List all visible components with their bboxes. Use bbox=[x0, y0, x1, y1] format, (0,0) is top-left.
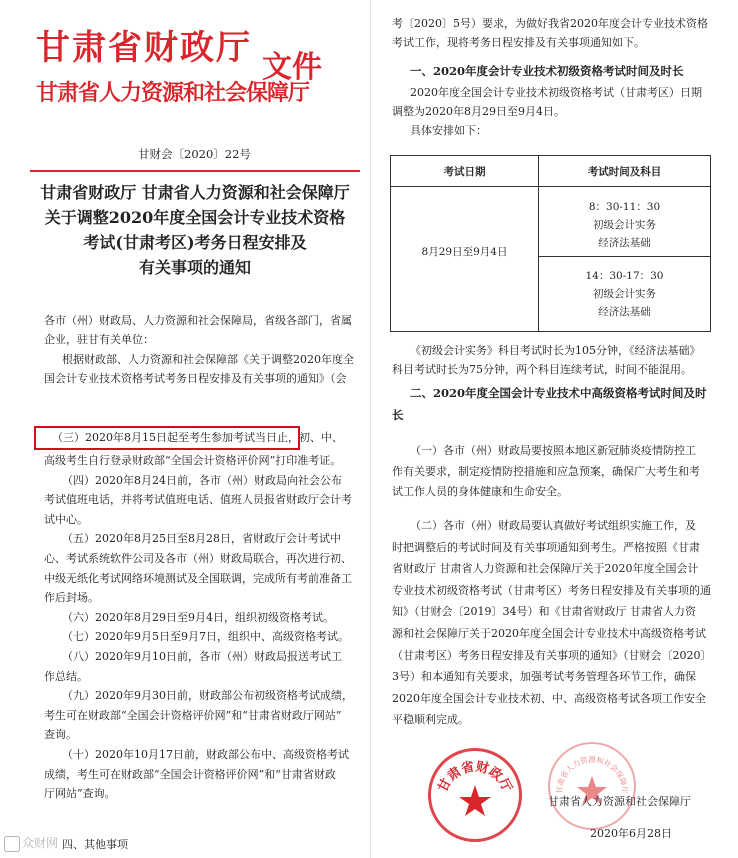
section2-title: 二、2020年度全国会计专业技术中高级资格考试时间及时 长 bbox=[392, 386, 707, 422]
body-line: （十）2020年10月17日前，财政部公布中、高级资格考试 bbox=[62, 747, 349, 761]
body-line: 试中心。 bbox=[44, 512, 88, 526]
table-slot-afternoon: 14：30-17：30 初级会计实务 经济法基础 bbox=[585, 270, 664, 318]
body-line: 作总结。 bbox=[44, 669, 88, 683]
title-line: 有关事项的通知 bbox=[138, 258, 251, 277]
body-line: 高级考生自行登录财政部“全国会计资格评价网”打印准考证。 bbox=[44, 454, 342, 467]
paragraph-1: （一）各市（州）财政局要按照本地区新冠肺炎疫情防控工 作有关要求，制定疫情防控措施和应急预案，确保广大考生和考 试工作人员的身体健康和生命安全。 bbox=[392, 444, 700, 498]
body-line: （五）2020年8月25日至8月28日，省财政厅会计考试中 bbox=[62, 532, 341, 546]
body-line: （七）2020年9月5日至9月7日，组织中、高级资格考试。 bbox=[62, 630, 349, 644]
seal-text: 甘肃省人力资源和社会保障厅 bbox=[554, 755, 630, 794]
header-wenjian: 文件 bbox=[262, 50, 322, 85]
body-line: 中级无纸化考试网络环境测试及全国联调，完成所有考前准备工 bbox=[44, 571, 352, 585]
after-table-text: 《初级会计实务》科目考试时长为105分钟，《经济法基础》 科目考试时长为75分钟，两个科目连续考试，时间不能混用。 bbox=[392, 344, 701, 376]
title-line: 关于调整2020年度全国会计专业技术资格 bbox=[44, 208, 346, 227]
paragraph-2: （二）各市（州）财政局要认真做好考试组织实施工作，及 时把调整后的考试时间及有关事项通知到考生。严格按照《甘肃 省财政厅 甘肃省人力资源和社会保障厅关于2020年度全国会计 专业技术初级资格考试（甘肃考区）考务日程安排及有关事项的通 知》（甘财会〔2019〕34号）和《甘肃省财政厅 甘肃省人力资 源和社会保障厅关于2020年度全国会计专业技术中高级资格考试 （甘肃考区）考务日程安排及有关事项的通知》（甘财会〔2020〕 3号）和本通知有关要求，加强考试考务管理各环节工作，确保 2020年度全国会计专业技术初、中、高级资格考试各项工作安全 平稳顺利完成。 bbox=[392, 519, 712, 727]
title-line: 考试(甘肃考区)考务日程安排及 bbox=[83, 233, 307, 252]
seal-text: 甘肃省财政厅 bbox=[435, 759, 515, 795]
section1-title: 一、2020年度会计专业技术初级资格考试时间及时长 bbox=[410, 64, 684, 78]
body-text bbox=[44, 451, 353, 804]
header-finance-dept: 甘肃省财政厅 bbox=[36, 28, 252, 68]
signature-date: 2020年6月28日 bbox=[590, 827, 672, 840]
body-line: 成绩，考生可在财政部“全国会计资格评价网”和“甘肃省财政 bbox=[44, 767, 336, 781]
table-header-subject: 考试时间及科目 bbox=[587, 166, 662, 178]
watermark-icon bbox=[4, 836, 20, 852]
body-line: 心、考试系统软件公司及各市（州）财政局联合，再次进行初、 bbox=[44, 551, 352, 565]
hr-dept-seal bbox=[548, 742, 636, 830]
header-hr-dept: 甘肃省人力资源和社会保障厅 bbox=[36, 80, 310, 106]
intro: 根据财政部、人力资源和社会保障部《关于调整2020年度全 国会计专业技术资格考试考务日程安排及有关事项的通知》（会 bbox=[44, 353, 354, 385]
doc-number: 甘财会〔2020〕22号 bbox=[138, 147, 251, 161]
red-divider bbox=[30, 170, 360, 172]
title-line: 甘肃省财政厅 甘肃省人力资源和社会保障厅 bbox=[40, 183, 350, 202]
body-line: （八）2020年9月10日前，各市（州）财政局报送考试工 bbox=[62, 649, 342, 663]
seal-graphic bbox=[431, 751, 519, 839]
body-line: （四）2020年8月24日前，各市（州）财政局向社会公布 bbox=[62, 473, 342, 487]
body-line: 厅网站”查询。 bbox=[44, 787, 116, 801]
signature-org: 甘肃省人力资源和社会保障厅 bbox=[548, 795, 691, 808]
exam-schedule-table bbox=[390, 155, 711, 332]
body-line: （九）2020年9月30日前，财政部公布初级资格考试成绩， bbox=[62, 689, 353, 703]
body-line: （六）2020年8月29日至9月4日，组织初级资格考试。 bbox=[62, 610, 334, 624]
body-line: 考生可在财政部“全国会计资格评价网”和“甘肃省财政厅网站” bbox=[44, 708, 342, 722]
highlight-text: （三）2020年8月15日起至考生参加考试当日止 bbox=[52, 431, 288, 444]
seal-graphic bbox=[550, 744, 634, 828]
recipients: 各市（州）财政局、人力资源和社会保障局，省级各部门，省属 企业，驻甘有关单位： bbox=[44, 314, 352, 346]
page-divider bbox=[370, 0, 371, 858]
table-header-date: 考试日期 bbox=[443, 166, 486, 178]
right-top-text: 考〔2020〕5号）要求，为做好我省2020年度会计专业技术资格 考试工作，现将考务日程安排及有关事项通知如下。 bbox=[392, 17, 708, 49]
footer-heading: 四、其他事项 bbox=[62, 838, 128, 851]
document-title bbox=[40, 180, 350, 280]
body-line: 查询。 bbox=[44, 728, 77, 742]
table-date-cell: 8月29日至9月4日 bbox=[421, 246, 508, 258]
body-line: 作后封场。 bbox=[44, 591, 99, 605]
table-slot-morning: 8：30-11：30 初级会计实务 经济法基础 bbox=[588, 201, 661, 249]
body-line: 考试值班电话，并将考试值班电话、值班人员报省财政厅会计考 bbox=[44, 493, 352, 507]
section1-text: 2020年度全国会计专业技术初级资格考试（甘肃考区）日期 调整为2020年8月29日至9月4日。 具体安排如下： bbox=[392, 86, 702, 137]
finance-dept-seal bbox=[428, 748, 522, 842]
watermark: 众财网 bbox=[4, 834, 58, 852]
highlight-line: （三）2020年8月15日起至考生参加考试当日止，初、中、 bbox=[52, 431, 343, 444]
